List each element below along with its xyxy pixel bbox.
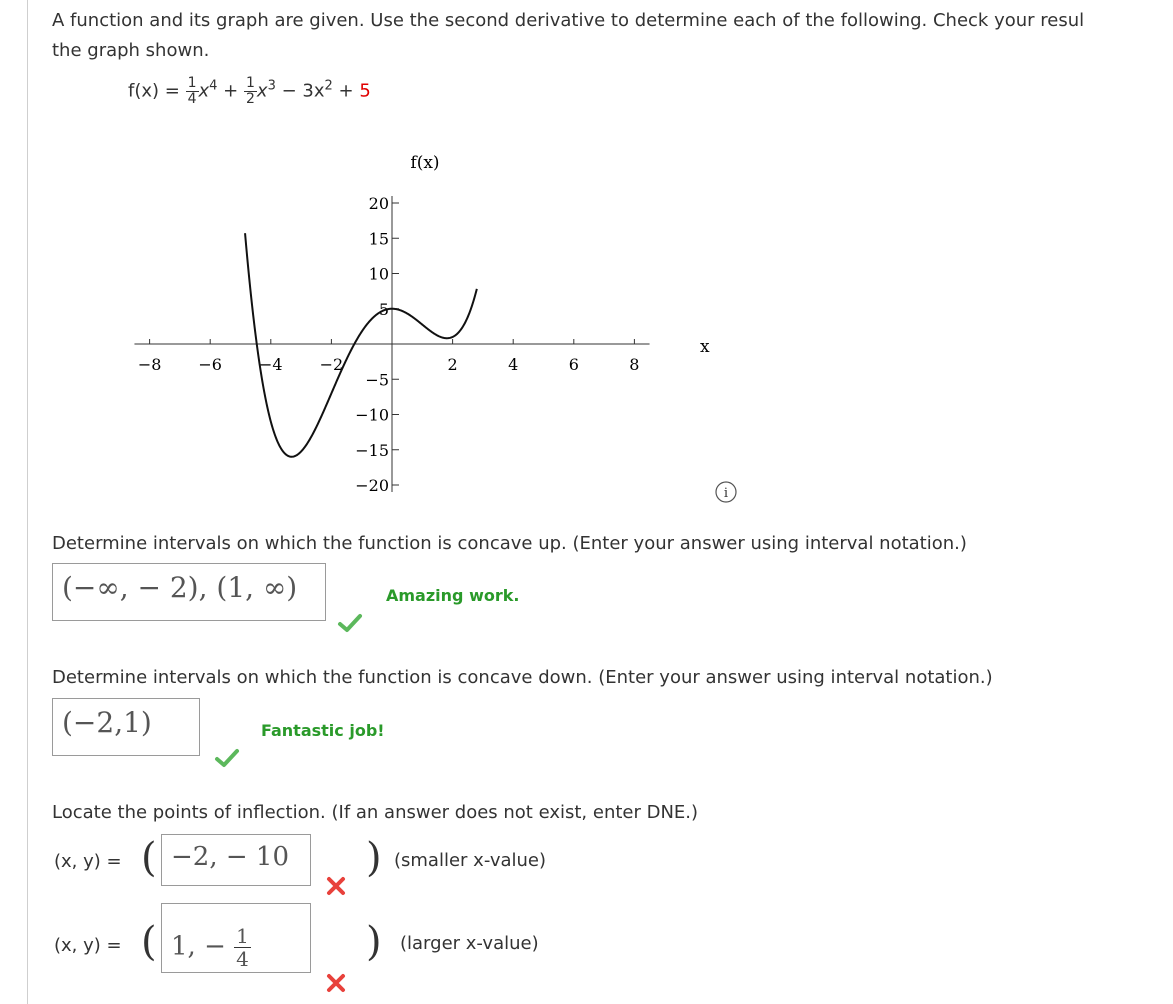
svg-text:i: i (723, 486, 729, 501)
question-concave-up: Determine intervals on which the function is concave up. (Enter your answer using interval notation.) (52, 533, 967, 554)
y-tick-label: −20 (355, 476, 389, 495)
x-axis-label: x (700, 337, 710, 357)
concave-up-feedback: Amazing work. (386, 586, 520, 605)
y-axis-label: f(x) (410, 153, 440, 173)
point1-label: (x, y) = (54, 851, 122, 872)
x-tick-label: 6 (568, 355, 579, 374)
point1-note: (smaller x-value) (394, 850, 547, 871)
constant-term: 5 (359, 80, 371, 102)
x-tick-label: −8 (137, 355, 162, 374)
point2-open-paren: ( (141, 919, 157, 965)
x-tick-label: 8 (629, 355, 640, 374)
info-icon[interactable] (716, 482, 736, 502)
concave-down-answer: (−2,1) (62, 706, 152, 739)
point1-answer: −2, − 10 (171, 842, 289, 872)
y-tick-label: −10 (355, 405, 389, 425)
question-inflection-points: Locate the points of inflection. (If an answer does not exist, enter DNE.) (52, 802, 699, 823)
y-tick-label: 5 (378, 299, 389, 319)
question-concave-down: Determine intervals on which the function is concave down. (Enter your answer using interval notation.) (52, 667, 993, 688)
x-tick-label: −4 (259, 355, 283, 374)
problem-line-2: the graph shown. (52, 40, 210, 61)
y-tick-label: −5 (365, 370, 389, 390)
problem-line-1: A function and its graph are given. Use the second derivative to determine each of the following. Check your resul (52, 10, 1085, 31)
content-left-border (27, 0, 28, 1004)
y-tick-label: 20 (368, 194, 389, 213)
x-mark-icon (326, 876, 346, 896)
fraction-one-quarter: $\frac{1}{4}$ (187, 75, 197, 107)
point2-note: (larger x-value) (400, 933, 539, 954)
y-tick-label: −15 (355, 440, 389, 460)
x-tick-label: 2 (447, 355, 458, 374)
point2-answer: 1, − $\frac{1}{4}$ (171, 924, 249, 971)
y-tick-label: 15 (368, 229, 389, 249)
check-icon (215, 748, 239, 768)
function-formula: f(x) = $\frac{1}{4}$ $x^4$ + $\frac{1}{2}$ $x^3 - 3x^2 + 5$ (128, 75, 371, 107)
point1-open-paren: ( (141, 835, 157, 881)
fraction-one-half: $\frac{1}{2}$ (246, 75, 255, 107)
x-mark-icon (326, 973, 346, 993)
function-graph (137, 140, 750, 510)
check-icon (338, 613, 362, 633)
graph-axes (134, 196, 649, 492)
x-tick-label: −6 (198, 355, 222, 374)
point2-label: (x, y) = (54, 935, 122, 956)
problem-statement (52, 6, 1173, 66)
point1-close-paren: ) (366, 835, 382, 881)
x-tick-label: −2 (319, 355, 344, 374)
concave-up-answer: (−∞, − 2), (1, ∞) (62, 571, 298, 604)
y-tick-label: 10 (368, 264, 389, 284)
function-lhs: f(x) = (128, 80, 180, 102)
point2-close-paren: ) (366, 919, 382, 965)
concave-down-feedback: Fantastic job! (261, 721, 385, 740)
x-tick-label: 4 (508, 355, 519, 374)
